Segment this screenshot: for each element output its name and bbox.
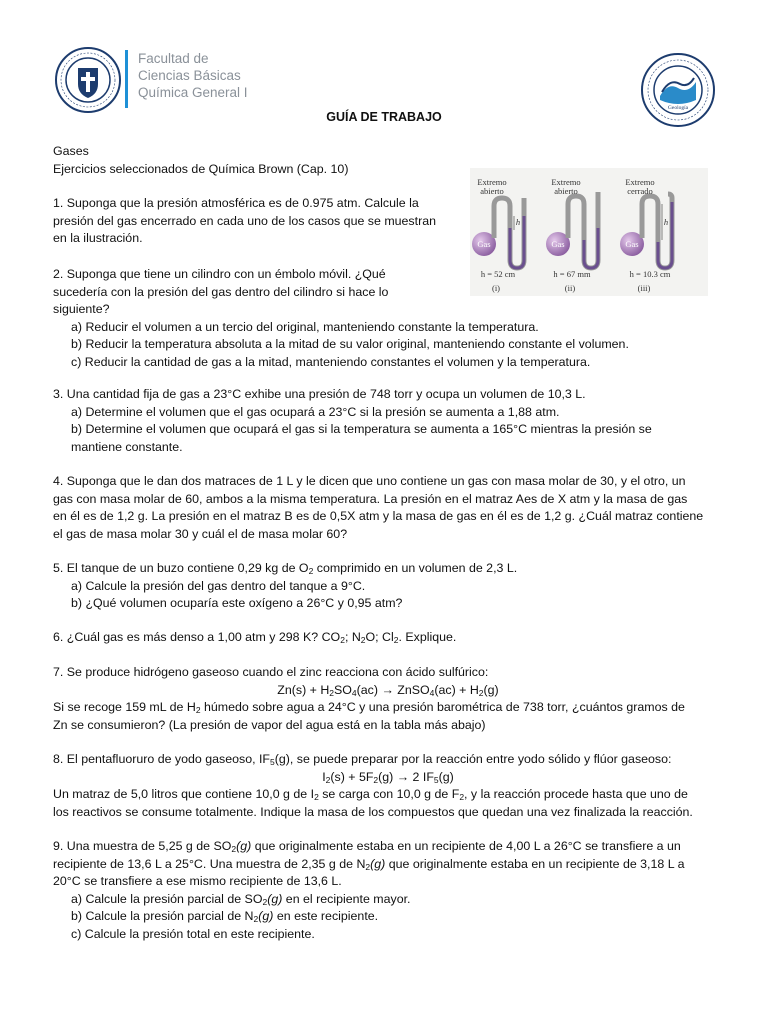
roman-label-iii: (iii)	[637, 283, 651, 293]
q4-line4: el gas de masa molar 30 y cuál el de masa molar 60?	[53, 526, 348, 541]
q8-eq-d: (g)	[438, 769, 454, 784]
q2-line2: sucedería con la presión del gas dentro del cilindro si hace lo	[53, 284, 389, 299]
q2-option-a: a) Reducir el volumen a un tercio del original, manteniendo constante la temperatura.	[71, 319, 539, 334]
q9-b-text: b) Calcule la presión parcial de N	[71, 909, 254, 924]
section-subheading: Ejercicios seleccionados de Química Brown (Cap. 10)	[53, 161, 349, 176]
q1-line3: en la ilustración.	[53, 231, 143, 246]
manometer-i	[472, 198, 524, 268]
label-iii-line2: cerrado	[627, 186, 653, 196]
exercise-5	[53, 560, 723, 613]
q8-eq-b: (s) + 5F	[330, 769, 374, 784]
q9-option-c: c) Calcule la presión total en este recipiente.	[71, 926, 315, 941]
faculty-name	[125, 50, 285, 108]
q2-line1: 2. Suponga que tiene un cilindro con un émbolo móvil. ¿Qué	[53, 267, 386, 281]
q5-text-b: comprimido en un volumen de 2,3 L.	[313, 561, 518, 575]
exercise-7	[53, 664, 723, 734]
q3-line1: 3. Una cantidad fija de gas a 23°C exhibe una presión de 748 torr y ocupa un volumen de 10,3 L.	[53, 387, 586, 401]
faculty-line-3: Química General I	[138, 85, 248, 100]
q7-l2a: Si se recoge 159 mL de H	[53, 700, 196, 715]
q8-l1a: 8. El pentafluoruro de yodo gaseoso, IF	[53, 752, 270, 766]
q5-subscript: 2	[308, 566, 314, 576]
manometer-iii	[620, 194, 672, 268]
q8-l2c: , y la reacción procede hasta que uno de	[464, 787, 688, 802]
label-iii-line1: Extremo	[625, 177, 655, 187]
roman-label-i: (i)	[491, 283, 501, 293]
q9-l1a: 9. Una muestra de 5,25 g de SO	[53, 839, 232, 853]
q5-line1	[53, 560, 723, 578]
q9-a-sub: 2	[262, 896, 268, 907]
figure-label-ii-top	[546, 178, 586, 196]
q6-text-2: ; N	[344, 630, 361, 644]
height-label-iii: h = 10.3 cm	[629, 269, 671, 279]
q9-l1-g: (g)	[236, 839, 252, 853]
label-i-line2: abierto	[480, 186, 504, 196]
exercise-4	[53, 473, 723, 543]
q7-eq-s1: 2	[329, 687, 335, 698]
page-title: GUÍA DE TRABAJO	[326, 110, 442, 124]
h-symbol-iii: h	[663, 217, 669, 227]
q6-text-3: O; Cl	[365, 630, 394, 644]
q4-line1: 4. Suponga que le dan dos matraces de 1 L y le dicen que uno contiene un gas con masa molar de 30, y el otro, un	[53, 474, 686, 488]
q9-line3: 20°C se transfiere a ese mismo recipiente de 13,6 L.	[53, 874, 342, 889]
q6-sub-2: 2	[360, 635, 366, 645]
q3-option-a: a) Determine el volumen que el gas ocupará a 23°C si la presión se aumenta a 1,88 atm.	[71, 404, 560, 419]
exercise-1	[53, 195, 463, 248]
q8-eq-s2: 2	[373, 774, 379, 785]
section-heading: Gases	[53, 144, 89, 158]
q9-line1	[53, 838, 723, 856]
q9-a-text: a) Calcule la presión parcial de SO	[71, 891, 263, 906]
q7-eq-c: (ac) → ZnSO	[356, 682, 430, 697]
manometer-ii	[546, 192, 598, 268]
q3-option-b-line2: mantiene constante.	[71, 439, 183, 454]
q8-l2b: se carga con 10,0 g de F	[318, 787, 460, 802]
q6-sub-3: 2	[393, 635, 399, 645]
q7-line3: Zn se consumieron? (La presión de vapor del agua está en la tabla más abajo)	[53, 717, 486, 732]
q5-option-b: b) ¿Qué volumen ocuparía este oxígeno a 26°C y 0,95 atm?	[71, 596, 403, 611]
q7-l2-sub: 2	[195, 705, 201, 716]
q7-eq-s3: 4	[429, 687, 435, 698]
q9-a-g: (g)	[267, 891, 283, 906]
q6-sub-1: 2	[340, 635, 345, 645]
q8-equation	[53, 769, 723, 787]
height-label-i: h = 52 cm	[480, 269, 516, 279]
q5-option-a: a) Calcule la presión del gas dentro del tanque a 9°C.	[71, 578, 366, 593]
q6-text-4: . Explique.	[398, 630, 457, 644]
exercise-2	[53, 266, 723, 372]
q1-line2: presión del gas encerrado en cada uno de los casos que se muestran	[53, 213, 436, 228]
q7-line2	[53, 699, 723, 717]
q9-l2-g: (g)	[370, 856, 386, 871]
q8-eq-s1: 2	[325, 774, 331, 785]
exercise-6	[53, 629, 723, 647]
q8-l1b: (g), se puede preparar por la reacción entre yodo sólido y flúor gaseoso:	[274, 752, 672, 766]
q7-eq-a: Zn(s) + H	[277, 682, 330, 697]
q9-l2b: que originalmente estaba en un recipiente de 3,18 L a	[385, 856, 685, 871]
q6-text-1: 6. ¿Cuál gas es más denso a 1,00 atm y 298 K? CO	[53, 630, 341, 644]
q9-line2	[53, 856, 723, 874]
q7-eq-s2: 4	[351, 687, 357, 698]
gas-label-iii: Gas	[625, 239, 639, 249]
q2-option-c: c) Reducir la cantidad de gas a la mitad, manteniendo constantes el volumen y la temperatura.	[71, 354, 591, 369]
q8-l2a: Un matraz de 5,0 litros que contiene 10,0 g de I	[53, 787, 315, 802]
q6-line1	[53, 629, 723, 647]
faculty-line-1: Facultad de	[138, 51, 209, 66]
q9-b-text-b: en este recipiente.	[273, 909, 379, 924]
q8-eq-c: (g) → 2 IF	[378, 769, 434, 784]
q8-eq-s3: 5	[433, 774, 439, 785]
q7-l2b: húmedo sobre agua a 24°C y una presión barométrica de 738 torr, ¿cuántos gramos de	[200, 700, 685, 715]
height-label-ii: h = 67 mm	[553, 269, 591, 279]
gas-label-ii: Gas	[551, 239, 565, 249]
gas-label-i: Gas	[477, 239, 491, 249]
q9-b-g: (g)	[258, 909, 274, 924]
q8-line2	[53, 786, 723, 804]
q2-line3: siguiente?	[53, 302, 110, 317]
q1-line1: 1. Suponga que la presión atmosférica es de 0.975 atm. Calcule la	[53, 196, 419, 210]
q7-eq-s4: 2	[478, 687, 484, 698]
label-ii-line2: abierto	[554, 186, 578, 196]
q5-text-a: 5. El tanque de un buzo contiene 0,29 kg de O	[53, 561, 309, 575]
label-ii-line1: Extremo	[551, 177, 581, 187]
q4-line2: gas con masa molar de 60, ambos a la misma temperatura. La presión en el matraz Aes de X atm y la masa de gas	[53, 491, 688, 506]
exercise-8	[53, 751, 723, 821]
q8-l2-s1: 2	[314, 792, 319, 803]
q7-equation	[53, 682, 723, 700]
label-i-line1: Extremo	[477, 177, 507, 187]
university-seal-icon	[54, 46, 122, 114]
roman-label-ii: (ii)	[564, 283, 576, 293]
q8-eq-a: I	[322, 769, 326, 784]
q9-l2-sub: 2	[365, 861, 371, 872]
q8-l2-s2: 2	[459, 792, 465, 803]
figure-label-iii-top	[620, 178, 660, 196]
exercise-3	[53, 386, 723, 456]
q9-b-sub: 2	[253, 914, 259, 925]
q9-option-b	[53, 908, 723, 926]
q4-line3: en él es de 1,2 g. La presión en el matraz B es de 0,5X atm y la masa de gas en él es de 1,2 g. ¿Cuál matraz contiene	[53, 509, 704, 524]
q8-line3: los reactivos se consume totalmente. Indique la masa de los compuestos que quedan una vez finalizada la reacción.	[53, 804, 693, 819]
faculty-line-2: Ciencias Básicas	[138, 68, 241, 83]
q9-option-a	[53, 891, 723, 909]
exercise-9	[53, 838, 723, 944]
q3-option-b-line1: b) Determine el volumen que ocupará el gas si la temperatura se aumenta a 165°C mientras la presión se	[71, 422, 652, 437]
q2-option-b: b) Reducir la temperatura absoluta a la mitad de su valor original, manteniendo constante el volumen.	[71, 337, 629, 352]
q7-eq-e: (g)	[483, 682, 499, 697]
q7-line1: 7. Se produce hidrógeno gaseoso cuando el zinc reacciona con ácido sulfúrico:	[53, 665, 489, 679]
q9-l1-sub: 2	[231, 844, 237, 854]
geology-seal-caption: Geología	[667, 105, 689, 111]
q9-l2a: recipiente de 13,6 L a 25°C. Una muestra de 2,35 g de N	[53, 856, 366, 871]
h-symbol-i: h	[515, 217, 521, 227]
q8-line1	[53, 751, 723, 769]
q9-l1b: que originalmente estaba en un recipiente de 4,00 L a 26°C se transfiere a un	[251, 839, 681, 853]
q7-eq-d: (ac) + H	[434, 682, 479, 697]
figure-label-i-top	[472, 178, 512, 196]
q9-a-text-b: en el recipiente mayor.	[282, 891, 411, 906]
q8-l1-sub: 5	[269, 757, 275, 767]
q7-eq-b: SO	[334, 682, 352, 697]
